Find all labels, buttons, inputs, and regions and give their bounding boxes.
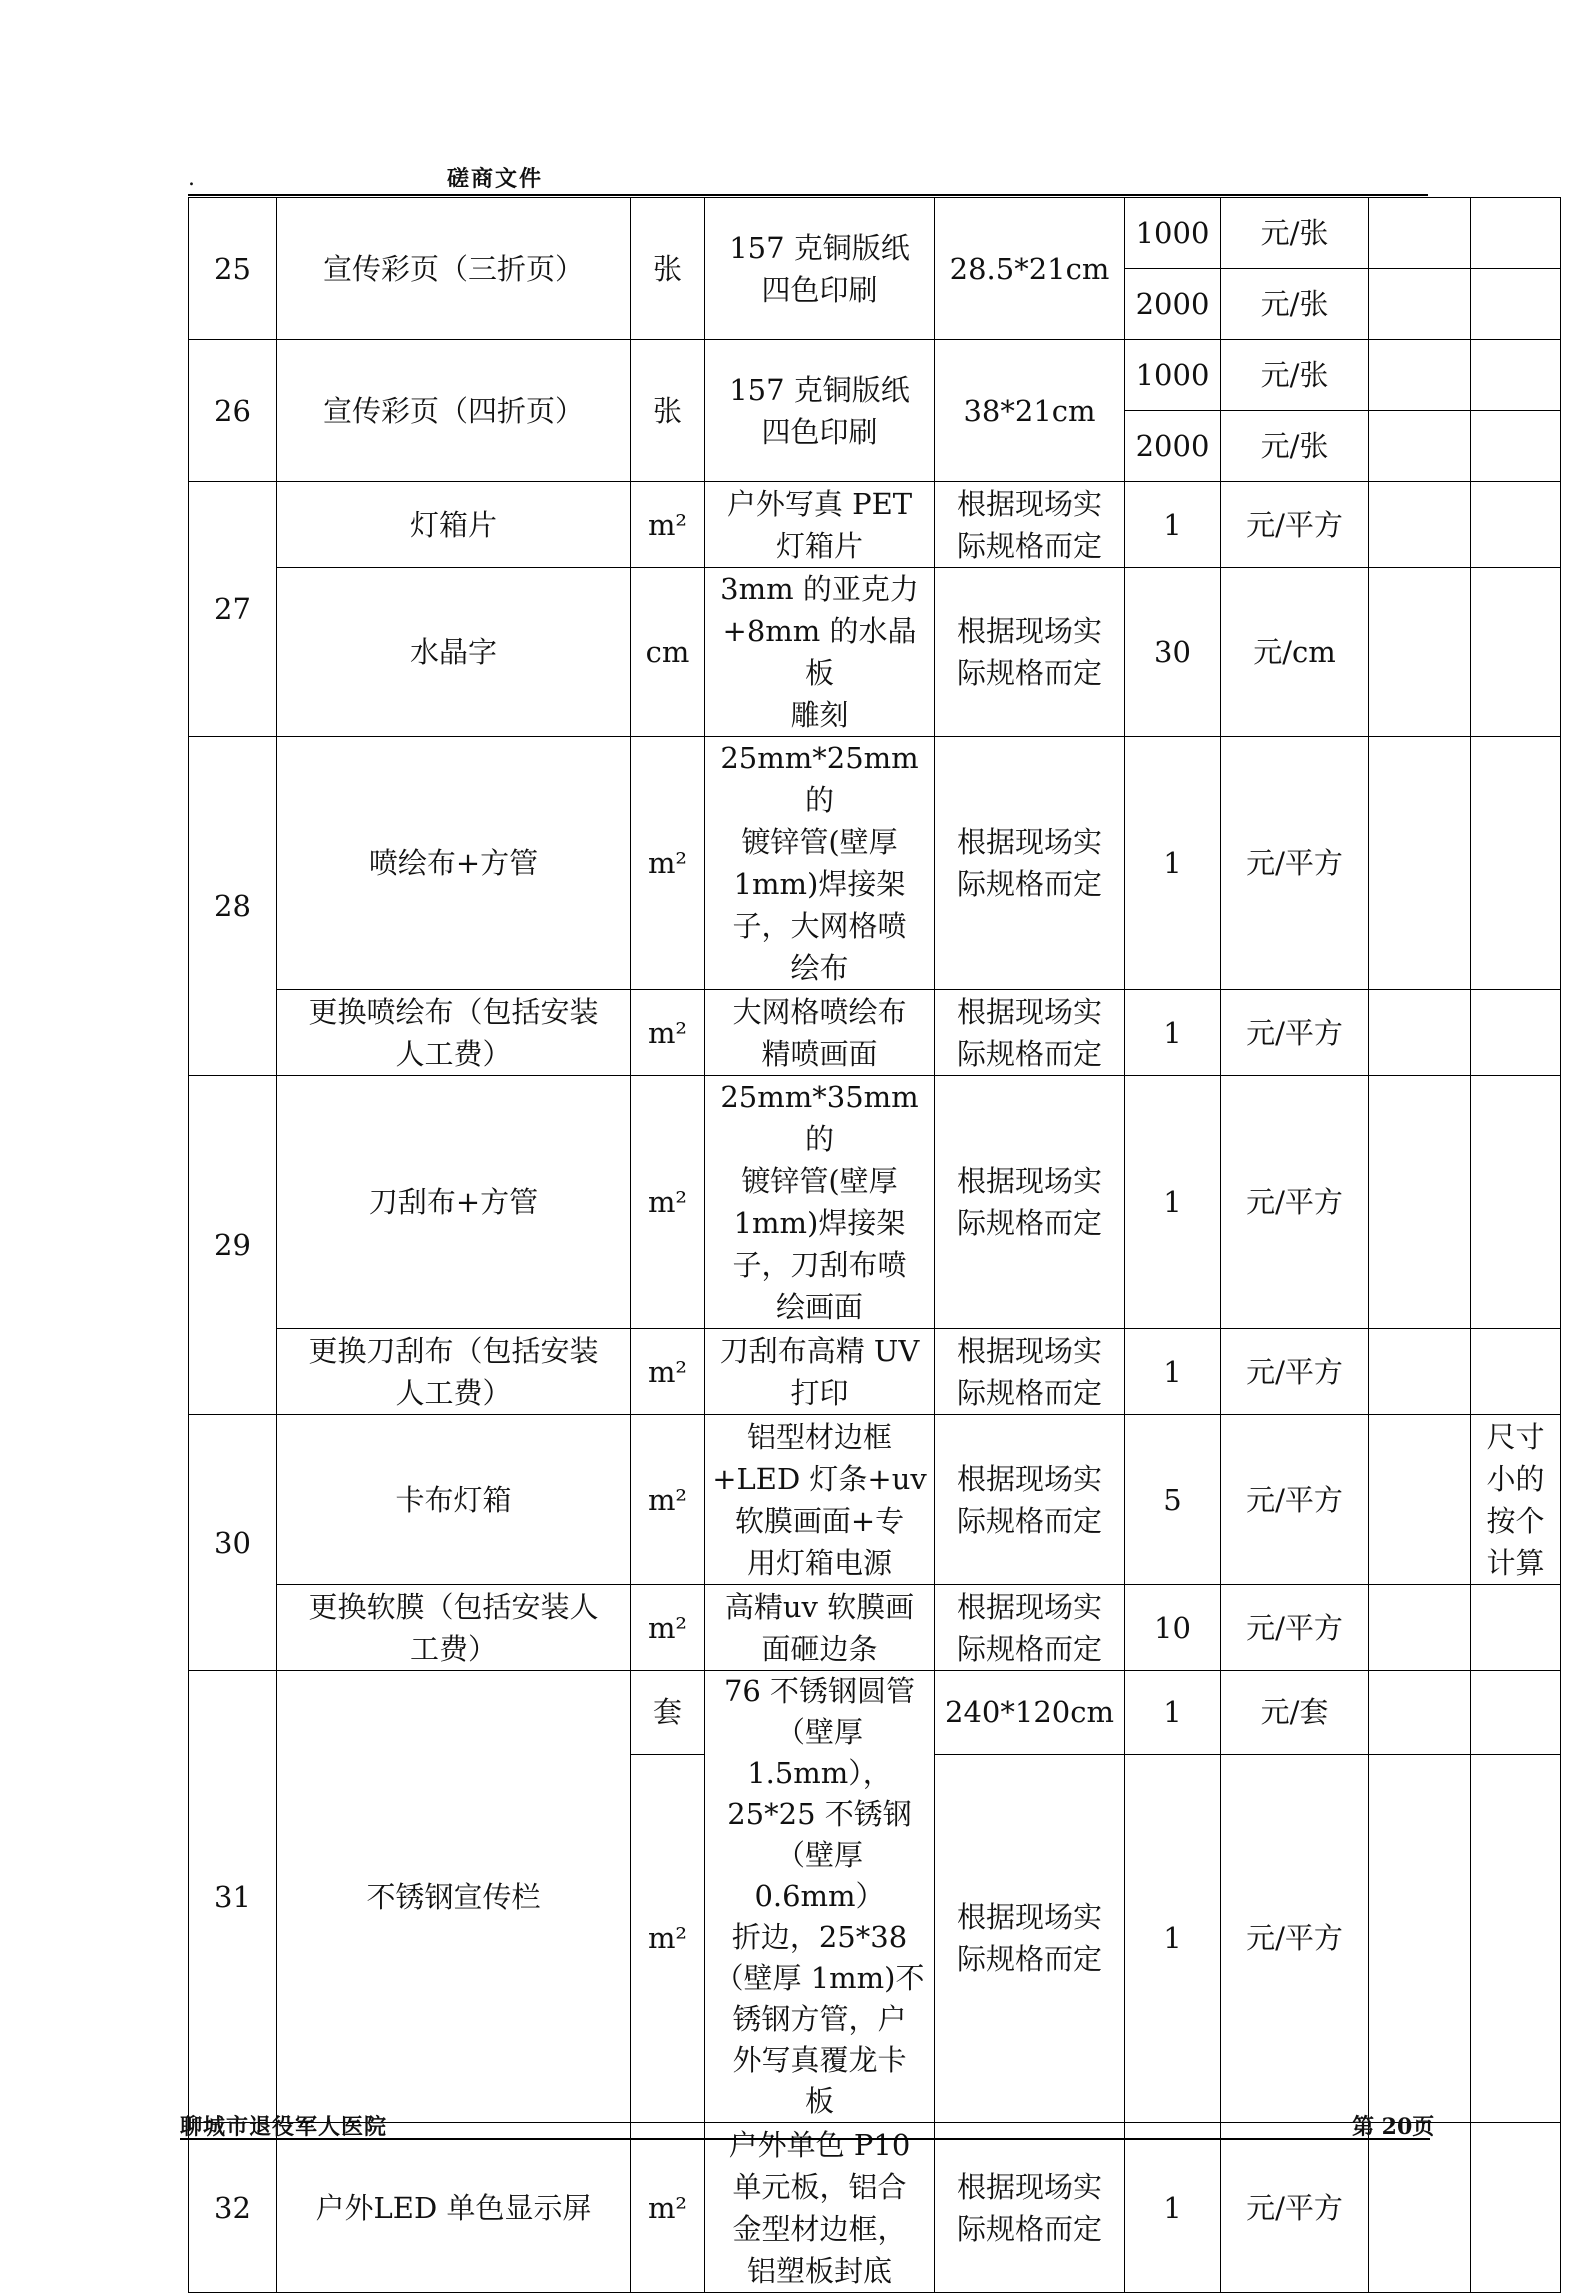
item-material: 76 不锈钢圆管 （壁厚 1.5mm）， 25*25 不锈钢 （壁厚 0.6mm） 折边，25*38 （壁厚 1mm)不 锈钢方管，户 外写真覆龙卡 板 [705, 1671, 935, 2123]
note-cell [1471, 1671, 1561, 1755]
header-rule [188, 194, 1428, 196]
item-qty: 5 [1125, 1415, 1221, 1585]
item-unit: 张 [631, 198, 705, 340]
price-cell [1369, 1415, 1471, 1585]
item-material: 高精uv 软膜画 面砸边条 [705, 1585, 935, 1671]
item-unit: cm [631, 568, 705, 737]
price-cell [1369, 737, 1471, 990]
item-price-unit: 元/cm [1221, 568, 1369, 737]
item-no: 29 [189, 1076, 277, 1415]
item-qty: 1 [1125, 482, 1221, 568]
footer-org: 聊城市退役军人医院 [180, 2114, 388, 2140]
item-price-unit: 元/平方 [1221, 482, 1369, 568]
note-cell [1471, 1754, 1561, 2122]
table-row [189, 1585, 1561, 1671]
price-cell [1369, 2123, 1471, 2293]
note-cell [1471, 1076, 1561, 1329]
item-qty: 1 [1125, 1671, 1221, 1755]
item-no: 31 [189, 1671, 277, 2123]
price-cell [1369, 1076, 1471, 1329]
item-name: 更换软膜（包括安装人 工费） [277, 1585, 631, 1671]
item-spec: 根据现场实 际规格而定 [935, 482, 1125, 568]
note-cell [1471, 1329, 1561, 1415]
item-price-unit: 元/平方 [1221, 2123, 1369, 2293]
price-table [188, 197, 1561, 2293]
item-material: 铝型材边框 +LED 灯条+uv 软膜画面+专 用灯箱电源 [705, 1415, 935, 1585]
item-price-unit: 元/张 [1221, 198, 1369, 269]
item-unit: m² [631, 1076, 705, 1329]
item-price-unit: 元/平方 [1221, 737, 1369, 990]
price-cell [1369, 1585, 1471, 1671]
note-cell [1471, 568, 1561, 737]
price-cell [1369, 1329, 1471, 1415]
item-material: 刀刮布高精 UV 打印 [705, 1329, 935, 1415]
item-name: 喷绘布+方管 [277, 737, 631, 990]
item-price-unit: 元/平方 [1221, 1329, 1369, 1415]
item-name: 宣传彩页（三折页） [277, 198, 631, 340]
item-unit: m² [631, 1585, 705, 1671]
item-price-unit: 元/张 [1221, 411, 1369, 482]
item-price-unit: 元/张 [1221, 340, 1369, 411]
item-qty: 1 [1125, 2123, 1221, 2293]
item-material: 25mm*35mm 的 镀锌管(壁厚 1mm)焊接架 子，刀刮布喷 绘画面 [705, 1076, 935, 1329]
note-cell [1471, 198, 1561, 269]
item-qty: 1 [1125, 990, 1221, 1076]
header-title: 磋商文件 [447, 166, 544, 192]
table-row [189, 1329, 1561, 1415]
item-spec: 240*120cm [935, 1671, 1125, 1755]
note-cell [1471, 990, 1561, 1076]
item-price-unit: 元/平方 [1221, 990, 1369, 1076]
note-cell [1471, 2123, 1561, 2293]
item-qty: 1000 [1125, 340, 1221, 411]
item-unit: 套 [631, 1671, 705, 1755]
table-row [189, 1671, 1561, 1755]
item-qty: 2000 [1125, 411, 1221, 482]
price-cell [1369, 411, 1471, 482]
item-unit: m² [631, 482, 705, 568]
table-row [189, 1415, 1561, 1585]
item-qty: 1 [1125, 1754, 1221, 2122]
item-spec: 根据现场实 际规格而定 [935, 1076, 1125, 1329]
item-price-unit: 元/平方 [1221, 1415, 1369, 1585]
price-cell [1369, 482, 1471, 568]
table-row [189, 198, 1561, 269]
item-qty: 2000 [1125, 269, 1221, 340]
price-cell [1369, 269, 1471, 340]
table-row [189, 568, 1561, 737]
item-unit: m² [631, 2123, 705, 2293]
item-unit: m² [631, 990, 705, 1076]
item-material: 户外单色 P10 单元板，铝合 金型材边框， 铝塑板封底 [705, 2123, 935, 2293]
item-no: 32 [189, 2123, 277, 2293]
table-row [189, 737, 1561, 990]
note-cell [1471, 269, 1561, 340]
item-spec: 38*21cm [935, 340, 1125, 482]
item-spec: 根据现场实 际规格而定 [935, 1754, 1125, 2122]
item-spec: 根据现场实 际规格而定 [935, 990, 1125, 1076]
table-row [189, 482, 1561, 568]
price-cell [1369, 568, 1471, 737]
item-price-unit: 元/平方 [1221, 1076, 1369, 1329]
item-spec: 根据现场实 际规格而定 [935, 568, 1125, 737]
item-name: 户外LED 单色显示屏 [277, 2123, 631, 2293]
item-name: 更换喷绘布（包括安装 人工费） [277, 990, 631, 1076]
item-qty: 1 [1125, 1329, 1221, 1415]
note-cell: 尺寸 小的 按个 计算 [1471, 1415, 1561, 1585]
item-no: 26 [189, 340, 277, 482]
item-price-unit: 元/张 [1221, 269, 1369, 340]
item-unit: 张 [631, 340, 705, 482]
item-name: 宣传彩页（四折页） [277, 340, 631, 482]
item-unit: m² [631, 1415, 705, 1585]
note-cell [1471, 411, 1561, 482]
note-cell [1471, 1585, 1561, 1671]
item-no: 30 [189, 1415, 277, 1671]
table-row [189, 1076, 1561, 1329]
item-spec: 根据现场实 际规格而定 [935, 737, 1125, 990]
price-cell [1369, 198, 1471, 269]
item-price-unit: 元/平方 [1221, 1585, 1369, 1671]
item-qty: 10 [1125, 1585, 1221, 1671]
table-row [189, 340, 1561, 411]
item-qty: 1 [1125, 1076, 1221, 1329]
footer-page-number: 第 20页 [1352, 2114, 1435, 2140]
item-material: 25mm*25mm 的 镀锌管(壁厚 1mm)焊接架 子，大网格喷 绘布 [705, 737, 935, 990]
item-price-unit: 元/平方 [1221, 1754, 1369, 2122]
item-material: 157 克铜版纸 四色印刷 [705, 198, 935, 340]
header-dot: . [188, 166, 195, 191]
item-spec: 28.5*21cm [935, 198, 1125, 340]
item-name: 水晶字 [277, 568, 631, 737]
note-cell [1471, 482, 1561, 568]
item-qty: 1000 [1125, 198, 1221, 269]
item-no: 28 [189, 737, 277, 1076]
item-material: 户外写真 PET 灯箱片 [705, 482, 935, 568]
item-unit: m² [631, 1329, 705, 1415]
price-cell [1369, 990, 1471, 1076]
item-price-unit: 元/套 [1221, 1671, 1369, 1755]
item-name: 刀刮布+方管 [277, 1076, 631, 1329]
item-name: 更换刀刮布（包括安装 人工费） [277, 1329, 631, 1415]
footer-rule [180, 2138, 1430, 2140]
item-material: 3mm 的亚克力 +8mm 的水晶板 雕刻 [705, 568, 935, 737]
note-cell [1471, 737, 1561, 990]
item-spec: 根据现场实 际规格而定 [935, 1329, 1125, 1415]
item-material: 大网格喷绘布 精喷画面 [705, 990, 935, 1076]
price-cell [1369, 1671, 1471, 1755]
note-cell [1471, 340, 1561, 411]
price-cell [1369, 1754, 1471, 2122]
item-spec: 根据现场实 际规格而定 [935, 1585, 1125, 1671]
price-cell [1369, 340, 1471, 411]
item-material: 157 克铜版纸 四色印刷 [705, 340, 935, 482]
item-spec: 根据现场实 际规格而定 [935, 2123, 1125, 2293]
item-name: 不锈钢宣传栏 [277, 1671, 631, 2123]
item-spec: 根据现场实 际规格而定 [935, 1415, 1125, 1585]
item-no: 25 [189, 198, 277, 340]
table-row [189, 990, 1561, 1076]
item-qty: 30 [1125, 568, 1221, 737]
item-unit: m² [631, 737, 705, 990]
item-name: 卡布灯箱 [277, 1415, 631, 1585]
item-unit: m² [631, 1754, 705, 2122]
item-no: 27 [189, 482, 277, 737]
item-qty: 1 [1125, 737, 1221, 990]
table-row [189, 2123, 1561, 2293]
item-name: 灯箱片 [277, 482, 631, 568]
